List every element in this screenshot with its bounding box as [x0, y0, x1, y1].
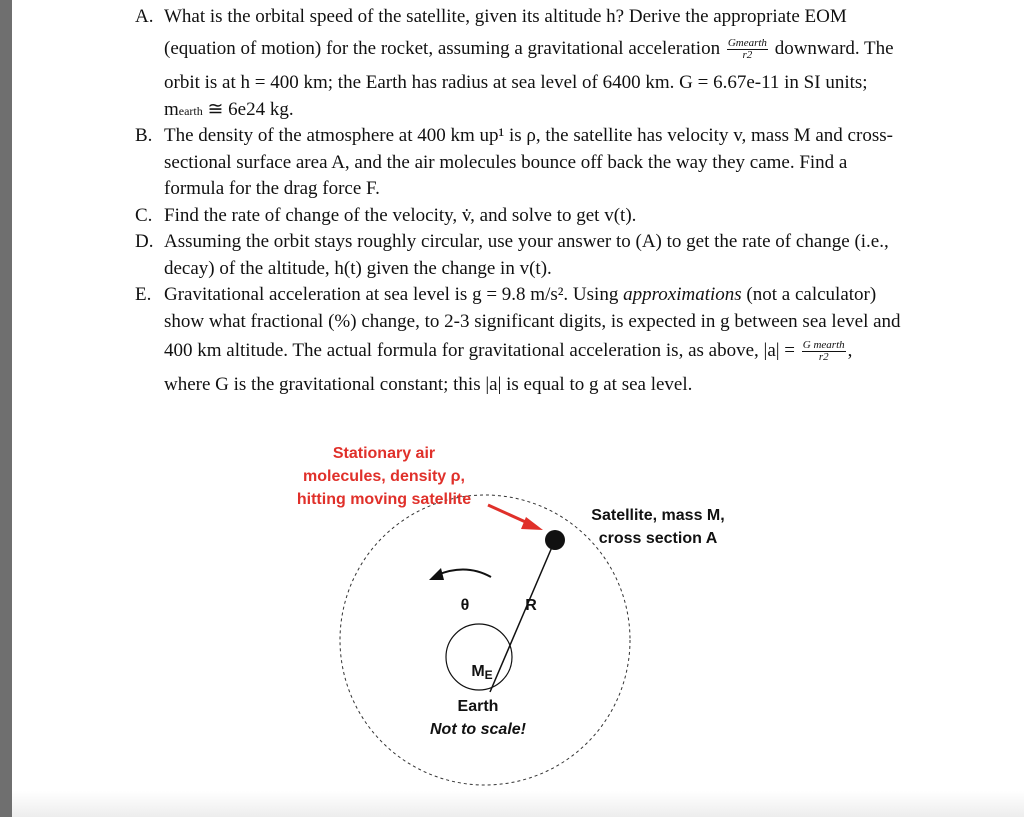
- question-e-label: E.: [135, 284, 152, 305]
- question-e-emphasis: approximations: [623, 284, 742, 305]
- question-d-line2: decay) of the altitude, h(t) given the change in v(t).: [164, 258, 552, 279]
- question-e-line4: where G is the gravitational constant; this |a| is equal to g at sea level.: [164, 374, 693, 395]
- mass-value: ≅ 6e24 kg.: [202, 99, 294, 120]
- satellite-label-line2: cross section A: [598, 530, 718, 547]
- rotation-arc: [437, 569, 491, 577]
- satellite-label-line1: Satellite, mass M,: [591, 507, 725, 524]
- question-e-line1-end: (not a calculator): [741, 284, 877, 305]
- fraction-denominator: r2: [742, 49, 753, 62]
- question-e-line2: show what fractional (%) change, to 2-3 significant digits, is expected in g between sea level and: [164, 311, 901, 332]
- air-flow-arrow-shaft: [488, 505, 530, 524]
- scale-note: Not to scale!: [429, 721, 526, 738]
- air-flow-arrowhead: [521, 517, 543, 530]
- question-a-line1: What is the orbital speed of the satellite, given its altitude h? Derive the appropriate EOM: [164, 6, 847, 27]
- air-molecules-label: [288, 442, 480, 511]
- question-b-line2: sectional surface area A, and the air molecules bounce off back the way they came. Find a: [164, 152, 848, 173]
- bottom-edge-shadow: [12, 791, 1024, 817]
- fraction-numerator: G mearth: [802, 339, 845, 352]
- fraction-denominator: r2: [818, 351, 829, 364]
- earth-mass-label: [462, 660, 502, 687]
- question-d-label: D.: [135, 231, 154, 252]
- mass-subscript: earth: [178, 104, 203, 118]
- satellite-dot: [545, 530, 565, 550]
- mass-variable: m: [164, 99, 179, 120]
- air-label-line1: Stationary air: [332, 445, 436, 462]
- question-b-line3: formula for the drag force F.: [164, 178, 380, 199]
- satellite-label: [578, 504, 738, 550]
- question-a-label: A.: [135, 6, 154, 27]
- earth-label: Earth: [457, 698, 499, 715]
- earth-mass-symbol: M: [471, 663, 485, 680]
- question-a-line2-text: (equation of motion) for the rocket, assuming a gravitational acceleration: [164, 38, 721, 59]
- question-a-line3: orbit is at h = 400 km; the Earth has radius at sea level of 6400 km. G = 6.67e-11 in SI units;: [164, 72, 868, 93]
- question-b-label: B.: [135, 125, 153, 146]
- fraction-numerator: Gmearth: [727, 37, 767, 50]
- question-d-line1: Assuming the orbit stays roughly circular, use your answer to (A) to get the rate of change (i.e.,: [164, 231, 889, 252]
- radius-label: R: [525, 597, 537, 614]
- earth-mass-subscript: E: [484, 668, 493, 682]
- air-label-line3: hitting moving satellite: [296, 491, 472, 508]
- air-label-line2: molecules, density ρ,: [303, 468, 465, 485]
- question-a-line2-end: downward. The: [774, 38, 894, 59]
- question-c-line1: Find the rate of change of the velocity, v̇, and solve to get v(t).: [164, 205, 637, 226]
- question-e-line3-text: 400 km altitude. The actual formula for gravitational acceleration is, as above, |a| =: [164, 340, 796, 361]
- question-e-line3-end: ,: [847, 340, 853, 361]
- theta-label: θ: [460, 597, 470, 614]
- question-c-label: C.: [135, 205, 153, 226]
- rotation-arrowhead: [429, 568, 444, 580]
- question-b-line1: The density of the atmosphere at 400 km up¹ is ρ, the satellite has velocity v, mass M and cross-: [164, 125, 893, 146]
- question-e-line1-text: Gravitational acceleration at sea level is g = 9.8 m/s². Using: [164, 284, 624, 305]
